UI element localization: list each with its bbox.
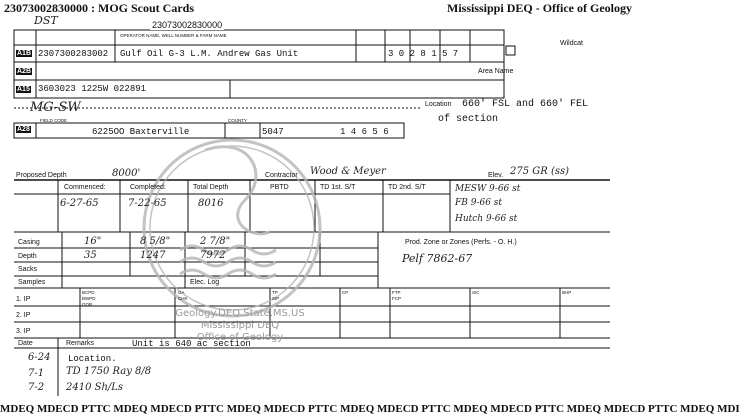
depth-1: 35 [84, 250, 97, 261]
test-label-tp: TP [272, 290, 278, 295]
completed-header: Completed: [130, 184, 166, 191]
depth-2: 1247 [140, 250, 166, 261]
test-label-cp: CP [342, 290, 349, 295]
operator-header-label: OPERATOR NAME, WELL NUMBER & FARM NAME [120, 33, 227, 38]
watermark-office: Office of Geology [196, 332, 284, 343]
contractor-name: Wood & Meyer [310, 166, 386, 177]
wildcat-label: Wildcat [560, 40, 583, 47]
test-row-3: 3. IP [16, 328, 31, 335]
test-label-bhp: BHP [562, 290, 572, 295]
total-depth-value: 8016 [198, 198, 224, 209]
casing-label: Casing [18, 239, 40, 246]
location-text: 660' FSL and 660' FEL [462, 99, 589, 110]
test-label-bcpd: BCPD [82, 290, 95, 295]
remark-text-2: Location. [68, 354, 117, 364]
test-label-sip: SIP [272, 296, 280, 301]
row-code-a2b: A2B [17, 68, 32, 75]
row-code-a15: A15 [17, 86, 30, 93]
footer-agencies: MDEQ MDECD PTTC MDEQ MDECD PTTC MDEQ MDECD PTTC MDEQ MDECD PTTC MDEQ MDECD PTTC MDEQ MDECD PTTC MDEQ MDI [0, 403, 740, 415]
section-note: of section [438, 114, 499, 125]
test-label-gor: GOR [82, 302, 93, 307]
permit-code: 3 0 2 8 1 5 7 [388, 49, 459, 59]
sub-id-label: 23073002830000 [152, 20, 223, 30]
remark-text-3: TD 1750 Ray 8/8 [66, 366, 152, 377]
operator-line: Gulf Oil G-3 L.M. Andrew Gas Unit [120, 49, 299, 59]
field-code-label: FIELD CODE [40, 118, 68, 123]
api-number: 2307300283002 [38, 49, 109, 59]
test-row-2: 2. IP [16, 312, 31, 319]
elevation-value: 275 GR (ss) [510, 166, 570, 177]
pbtd-header: PBTD [270, 184, 289, 191]
proposed-depth-label: Proposed Depth [16, 172, 67, 179]
completed-date: 7-22-65 [128, 198, 167, 209]
location-label: Location [425, 101, 452, 108]
remark-date-3: 7-1 [28, 368, 45, 379]
test-label-ftp: FTP [392, 290, 401, 295]
test-label-sic: SIC [472, 290, 480, 295]
remark-text-1: Unit is 640 ac section [132, 339, 251, 349]
test-row-1: 1. IP [16, 296, 31, 303]
field-line: 6225OO Baxterville [92, 127, 190, 137]
county-handwritten: MG-SW [30, 100, 81, 115]
remarks-header: Remarks [66, 340, 95, 347]
watermark-url: Geology.DEQ.State.MS.US [175, 308, 305, 319]
sacks-label: Sacks [18, 266, 38, 273]
commenced-header: Commenced: [64, 184, 106, 191]
elec-log-label: Elec. Log [190, 279, 220, 286]
samples-label: Samples [18, 279, 46, 286]
depth-3: 7972 [200, 250, 226, 261]
handwritten-dst: DST [34, 14, 58, 27]
prod-zone-label: Prod. Zone or Zones (Perfs. - O. H.) [405, 239, 517, 246]
field-number: 5047 [262, 127, 284, 137]
row-code-a1b: A1B [17, 50, 32, 57]
remark-date-2: 6-24 [28, 352, 51, 363]
total-depth-header: Total Depth [193, 184, 229, 191]
proposed-depth: 8000' [112, 168, 141, 179]
test-label-ga: GA [178, 290, 185, 295]
test-label-bwpd: BWPD [82, 296, 96, 301]
watermark-agency: Mississippi DEQ [200, 320, 280, 331]
remark-text-4: 2410 Sh/Ls [66, 382, 124, 393]
area-name-label: Area Name [478, 68, 514, 75]
agency-title: Mississippi DEQ - Office of Geology [447, 1, 632, 15]
depth-label: Depth [18, 253, 37, 260]
casing-2: 8 5/8" [140, 236, 171, 247]
casing-3: 2 7/8" [200, 236, 231, 247]
remarks-date-header: Date [18, 340, 33, 347]
remark-date-4: 7-2 [28, 382, 45, 393]
test-label-chk: CHK [178, 296, 188, 301]
prod-zone-value: Pelf 7862-67 [402, 252, 473, 265]
scout-card-title: 23073002830000 : MOG Scout Cards [4, 1, 194, 15]
td2-header: TD 2nd. S/T [388, 184, 426, 191]
td1-header: TD 1st. S/T [320, 184, 356, 191]
row-code-a28: A28 [17, 126, 30, 133]
side-note-1: MESW 9-66 st [455, 184, 521, 194]
contractor-label: Contractor [265, 172, 298, 179]
lease-number: 1 4 6 5 6 [340, 127, 389, 137]
elevation-label: Elev. [488, 172, 504, 179]
side-note-3: Hutch 9-66 st [455, 214, 518, 224]
county-label: COUNTY [228, 118, 247, 123]
legal-location: 3603023 1225W 022891 [38, 84, 147, 94]
casing-1: 16" [84, 236, 102, 247]
test-label-fcp: FCP [392, 296, 401, 301]
commenced-date: 6-27-65 [60, 198, 99, 209]
side-note-2: FB 9-66 st [455, 198, 503, 208]
